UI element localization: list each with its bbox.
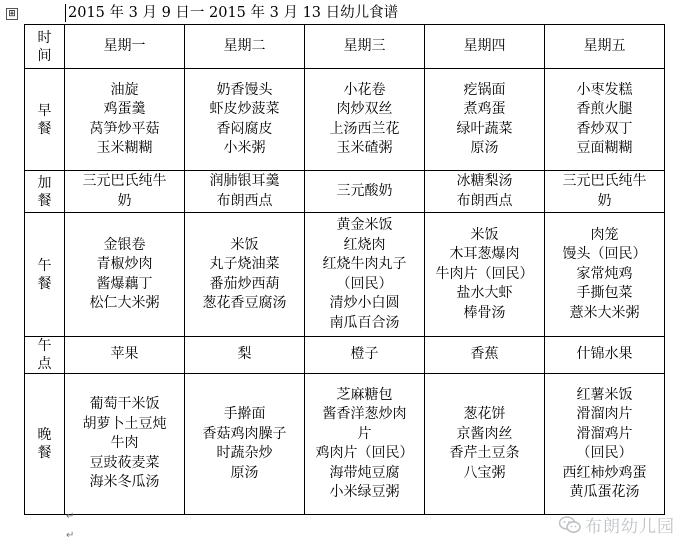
dish-item: 油旋	[110, 81, 139, 98]
meal-label: 加	[37, 174, 52, 191]
dish-item: 南瓜百合汤	[329, 314, 400, 331]
dish-item: 京酱肉丝	[456, 425, 513, 442]
meal-label: 餐	[37, 275, 52, 292]
dish-item: 滑溜鸡片	[576, 425, 633, 442]
dish-item: 鸡肉片（回民）	[315, 445, 414, 461]
dish-item: 胡萝卜土豆炖	[82, 415, 167, 432]
time-header-label-2: 间	[37, 47, 52, 64]
meal-label: 晚	[37, 427, 52, 443]
dish-item: 番茄炒西葫	[209, 275, 280, 292]
header-row	[25, 25, 665, 69]
menu-cell	[185, 374, 305, 515]
dish-item: 红烧肉	[343, 236, 386, 253]
dish-item: 原汤	[230, 464, 259, 481]
menu-cell	[305, 69, 425, 171]
dish-item: 手撕包菜	[576, 285, 633, 302]
table-row	[25, 69, 665, 171]
menu-table	[24, 24, 665, 515]
menu-cell	[425, 337, 545, 374]
table-row	[25, 213, 665, 337]
meal-label-cell	[25, 337, 65, 374]
dish-item: 煮鸡蛋	[463, 101, 506, 117]
dish-item: 肉炒双丝	[336, 101, 393, 117]
dish-item: 木耳葱爆肉	[449, 246, 520, 263]
menu-cell	[65, 337, 185, 374]
menu-cell	[305, 374, 425, 515]
paragraph-mark: ↵	[66, 530, 75, 541]
dish-item: 青椒炒肉	[96, 256, 153, 272]
dish-item: 海米冬瓜汤	[89, 474, 160, 491]
dish-item: 手擀面	[223, 406, 266, 422]
dish-item: 奶	[597, 192, 612, 209]
dish-item: 滑溜肉片	[576, 406, 633, 422]
dish-item: 苹果	[110, 346, 139, 363]
dish-item: 三元巴氏纯牛	[82, 173, 167, 189]
dish-item: 棒骨汤	[463, 304, 506, 321]
dish-item: 八宝粥	[463, 464, 506, 481]
menu-cell	[545, 374, 665, 515]
dish-item: 米饭	[470, 226, 499, 243]
dish-item: （回民）	[336, 275, 393, 292]
dish-item: 小枣发糕	[576, 81, 633, 98]
dish-item: 豆豉莜麦菜	[89, 454, 160, 471]
meal-label: 餐	[37, 192, 52, 209]
meal-label-cell	[25, 171, 65, 213]
dish-item: 豆面糊糊	[576, 140, 633, 156]
menu-cell	[65, 374, 185, 515]
menu-cell	[425, 69, 545, 171]
dish-item: 上汤西兰花	[329, 120, 400, 137]
dish-item: 奶香馒头	[216, 81, 273, 98]
dish-item: 酱香洋葱炒肉	[322, 406, 407, 422]
day-header-tue: 星期二	[185, 25, 305, 69]
wechat-icon	[559, 516, 581, 534]
meal-label-cell	[25, 374, 65, 515]
dish-item: 疙锅面	[463, 81, 506, 98]
time-header-label-1: 时	[37, 29, 52, 46]
dish-item: 香蕉	[470, 346, 499, 363]
dish-item: 香菇鸡肉臊子	[202, 425, 287, 442]
dish-item: 原汤	[470, 140, 499, 156]
dish-item: 海带炖豆腐	[329, 464, 400, 481]
dish-item: 香闷腐皮	[216, 120, 273, 137]
dish-item: 松仁大米粥	[89, 295, 160, 311]
menu-cell	[545, 171, 665, 213]
dish-item: 盐水大虾	[456, 285, 513, 302]
dish-item: 虾皮炒菠菜	[209, 101, 280, 117]
menu-cell	[65, 171, 185, 213]
menu-cell	[185, 337, 305, 374]
paragraph-mark: ↵	[66, 511, 75, 522]
menu-cell	[185, 213, 305, 337]
dish-item: 清炒小白圆	[329, 295, 400, 311]
dish-item: 香芹土豆条	[449, 445, 520, 461]
table-row	[25, 171, 665, 213]
menu-cell	[305, 337, 425, 374]
menu-cell	[305, 213, 425, 337]
menu-cell	[545, 337, 665, 374]
dish-item: 玉米碴粥	[336, 140, 393, 156]
menu-cell	[425, 213, 545, 337]
dish-item: 布朗西点	[456, 192, 513, 209]
meal-label: 餐	[37, 445, 52, 461]
dish-item: 片	[357, 425, 372, 442]
dish-item: （回民）	[576, 445, 633, 461]
table-anchor-icon[interactable]: ⊞	[6, 8, 18, 20]
dish-item: 梨	[237, 346, 252, 363]
dish-item: 黄瓜蛋花汤	[569, 484, 640, 500]
dish-item: 芝麻糖包	[336, 386, 393, 403]
dish-item: 橙子	[350, 346, 379, 363]
menu-cell	[425, 171, 545, 213]
menu-cell	[425, 374, 545, 515]
dish-item: 小米绿豆粥	[329, 484, 400, 500]
dish-item: 肉笼	[590, 226, 619, 243]
meal-label: 早	[37, 102, 52, 119]
day-header-wed: 星期三	[305, 25, 425, 69]
meal-label: 午	[37, 338, 52, 354]
time-header-cell	[25, 25, 65, 69]
dish-item: 时蔬杂炒	[216, 445, 273, 461]
dish-item: 酱爆藕丁	[96, 275, 153, 292]
menu-cell	[305, 171, 425, 213]
dish-item: 丸子烧油菜	[209, 256, 280, 272]
dish-item: 莴笋炒平菇	[89, 120, 160, 137]
dish-item: 绿叶蔬菜	[456, 120, 513, 137]
dish-item: 冰糖梨汤	[456, 173, 513, 189]
meal-label: 点	[37, 356, 52, 372]
dish-item: 什锦水果	[576, 346, 633, 363]
dish-item: 香煎火腿	[576, 101, 633, 117]
dish-item: 润肺银耳羹	[209, 173, 280, 189]
menu-cell	[185, 171, 305, 213]
dish-item: 三元巴氏纯牛	[562, 173, 647, 189]
menu-cell	[545, 69, 665, 171]
dish-item: 西红柿炒鸡蛋	[562, 464, 647, 481]
dish-item: 奶	[117, 192, 132, 209]
dish-item: 葱花饼	[463, 406, 506, 422]
dish-item: 牛肉	[110, 435, 139, 452]
menu-cell	[65, 69, 185, 171]
day-header-thu: 星期四	[425, 25, 545, 69]
dish-item: 玉米糊糊	[96, 140, 153, 156]
dish-item: 香炒双丁	[576, 120, 633, 137]
dish-item: 布朗西点	[216, 192, 273, 209]
dish-item: 黄金米饭	[336, 217, 393, 233]
menu-cell	[545, 213, 665, 337]
dish-item: 葡萄干米饭	[89, 396, 160, 413]
dish-item: 金银卷	[103, 236, 146, 253]
dish-item: 牛肉片（回民）	[435, 265, 534, 282]
dish-item: 馒头（回民）	[562, 246, 647, 263]
day-header-fri: 星期五	[545, 25, 665, 69]
page-title: 2015 年 3 月 9 日一 2015 年 3 月 13 日幼儿食谱	[65, 4, 398, 22]
meal-label-cell	[25, 69, 65, 171]
menu-cell	[185, 69, 305, 171]
table-row	[25, 337, 665, 374]
dish-item: 米饭	[230, 236, 259, 253]
dish-item: 家常炖鸡	[576, 265, 633, 282]
menu-cell	[65, 213, 185, 337]
meal-label: 午	[37, 257, 52, 274]
dish-item: 薏米大米粥	[569, 304, 640, 321]
dish-item: 小米粥	[223, 140, 266, 156]
dish-item: 鸡蛋羹	[103, 101, 146, 117]
dish-item: 小花卷	[343, 81, 386, 98]
day-header-mon: 星期一	[65, 25, 185, 69]
dish-item: 红薯米饭	[576, 386, 633, 403]
dish-item: 三元酸奶	[336, 182, 393, 199]
watermark-text: 布朗幼儿园	[585, 517, 675, 537]
dish-item: 红烧牛肉丸子	[322, 256, 407, 272]
dish-item: 葱花香豆腐汤	[202, 295, 287, 311]
meal-label-cell	[25, 213, 65, 337]
watermark	[559, 512, 675, 537]
table-row	[25, 374, 665, 515]
meal-label: 餐	[37, 120, 52, 137]
